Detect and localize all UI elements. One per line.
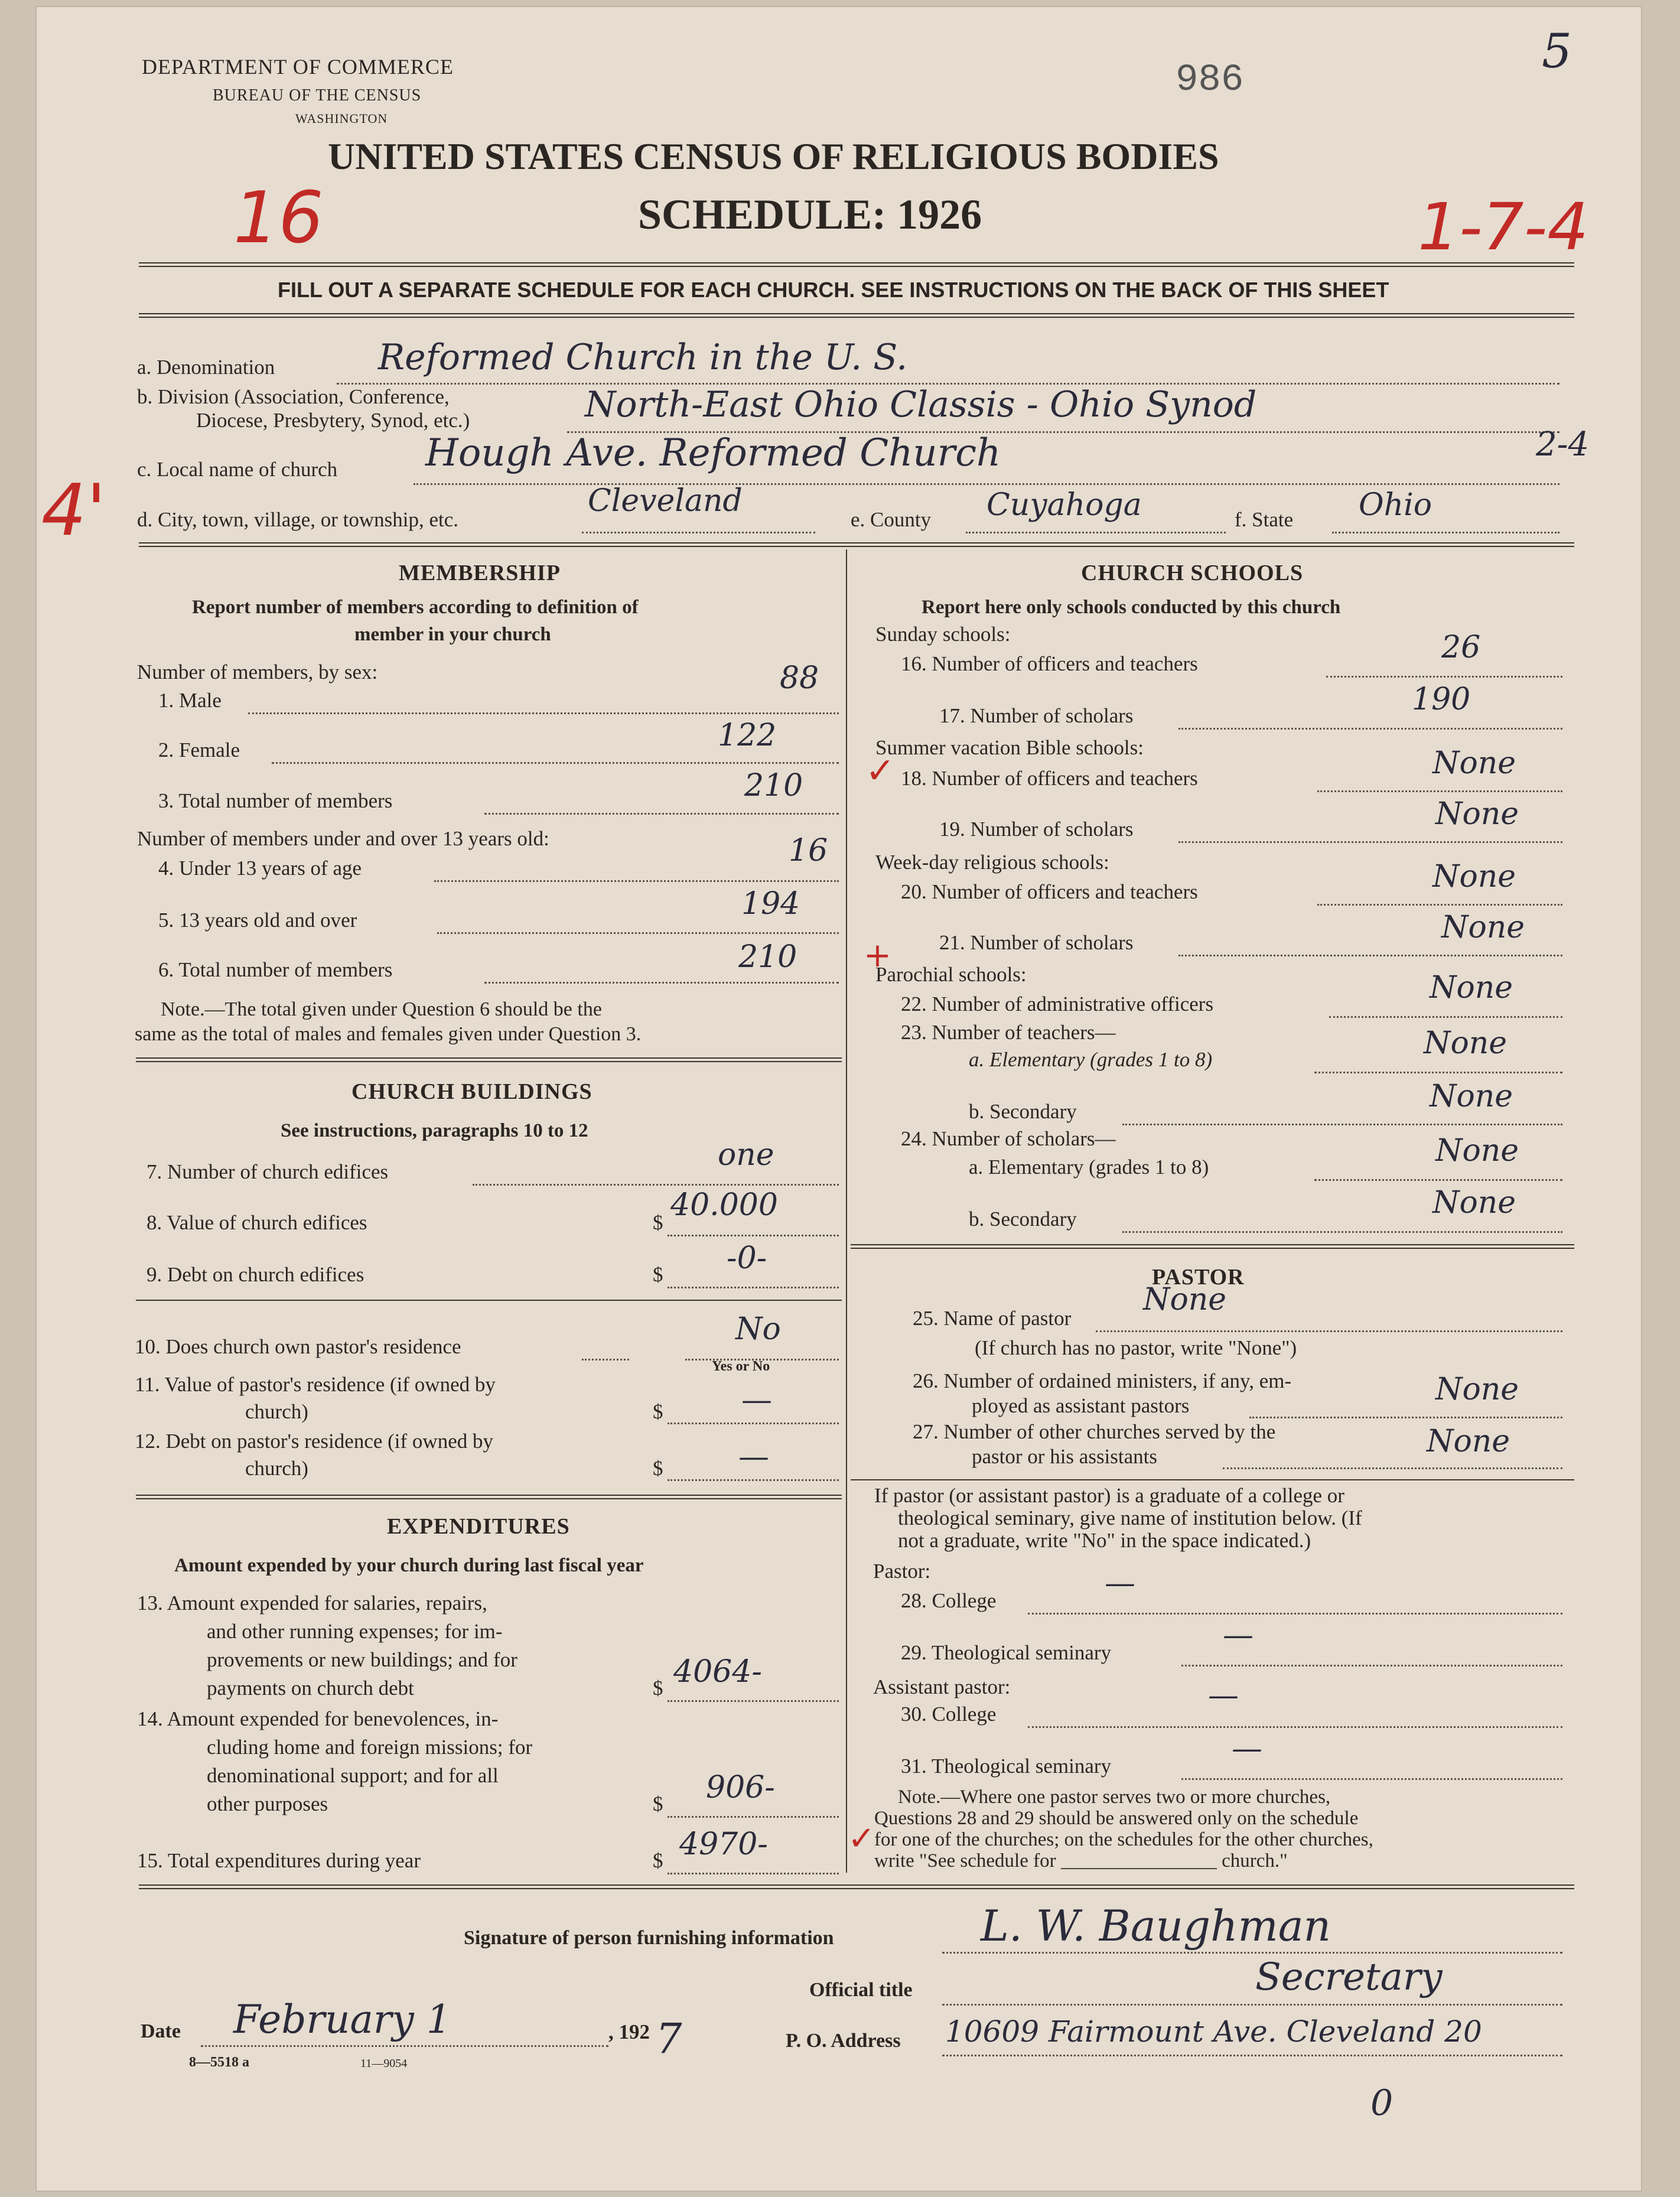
pastor-note-3: for one of the churches; on the schedules for the other churches,: [874, 1829, 1373, 1850]
q24a-label: a. Elementary (grades 1 to 8): [969, 1156, 1209, 1179]
year-prefix: , 192: [608, 2020, 650, 2043]
summer-label: Summer vacation Bible schools:: [875, 736, 1144, 759]
q21-line: [1178, 955, 1562, 956]
q25-hint: (If church has no pastor, write "None"): [975, 1336, 1297, 1359]
signature-line: [942, 1952, 1562, 1954]
q16-label: 16. Number of officers and teachers: [901, 652, 1198, 675]
county-value[interactable]: Cuyahoga: [986, 487, 1142, 523]
form-title: UNITED STATES CENSUS OF RELIGIOUS BODIES: [328, 135, 1219, 177]
assistant-sublabel: Assistant pastor:: [873, 1675, 1011, 1698]
q1-value[interactable]: 88: [780, 660, 819, 696]
right-red-mark: 1-7-4: [1418, 189, 1589, 265]
q23a-line: [1314, 1072, 1562, 1073]
buildings-bottom-rule: [136, 1495, 842, 1499]
q20-label: 20. Number of officers and teachers: [901, 880, 1198, 903]
q6-label: 6. Total number of members: [158, 958, 393, 981]
q29-label: 29. Theological seminary: [901, 1641, 1112, 1664]
q27-line: [1223, 1467, 1562, 1469]
q29-line: [1181, 1665, 1562, 1667]
stamp-number: 986: [1176, 59, 1244, 102]
q23b-label: b. Secondary: [969, 1100, 1077, 1123]
city-value[interactable]: Cleveland: [588, 483, 743, 519]
q14-line-3: denominational support; and for all: [207, 1764, 499, 1787]
q20-value[interactable]: None: [1432, 859, 1516, 894]
q18-check-mark: ✓: [865, 750, 896, 792]
county-label: e. County: [851, 508, 932, 531]
q3-label: 3. Total number of members: [158, 789, 393, 812]
pastor-sublabel: Pastor:: [873, 1560, 931, 1583]
q26-label-2: ployed as assistant pastors: [972, 1394, 1190, 1417]
left-red-mark: 16: [233, 177, 324, 259]
q1-label: 1. Male: [158, 689, 222, 712]
q12-dollar: $: [653, 1457, 663, 1480]
local-name-line: [414, 483, 1559, 485]
q27-value[interactable]: None: [1427, 1424, 1510, 1459]
po-address-value[interactable]: 10609 Fairmount Ave. Cleveland 20: [945, 2014, 1482, 2049]
q16-line: [1326, 676, 1562, 678]
denomination-value[interactable]: Reformed Church in the U. S.: [378, 337, 908, 378]
q4-label: 4. Under 13 years of age: [158, 857, 362, 880]
city-label: WASHINGTON: [295, 111, 388, 126]
q7-label: 7. Number of church edifices: [146, 1160, 389, 1183]
q5-label: 5. 13 years old and over: [158, 909, 357, 932]
q13-line-4: payments on church debt: [207, 1677, 414, 1700]
corner-mark: 5: [1542, 24, 1572, 79]
q14-line-2: cluding home and foreign missions; for: [207, 1736, 533, 1759]
q14-value[interactable]: 906-: [706, 1770, 775, 1805]
q13-dollar: $: [653, 1677, 663, 1700]
membership-note-2: same as the total of males and females given under Question 3.: [135, 1023, 642, 1045]
buildings-sub: See instructions, paragraphs 10 to 12: [281, 1120, 588, 1141]
city-line: [582, 532, 815, 533]
q11-label-2: church): [245, 1400, 308, 1423]
official-title-label: Official title: [809, 1979, 913, 2001]
q6-line: [484, 982, 839, 984]
q2-value[interactable]: 122: [718, 718, 777, 753]
q24b-label: b. Secondary: [969, 1207, 1077, 1231]
q27-label-1: 27. Number of other churches served by the: [913, 1420, 1276, 1443]
membership-sub-2: member in your church: [354, 624, 551, 645]
state-line: [1332, 532, 1559, 533]
q13-value[interactable]: 4064-: [673, 1654, 762, 1690]
division-value[interactable]: North-East Ohio Classis - Ohio Synod: [585, 384, 1257, 425]
q28-label: 28. College: [901, 1589, 997, 1612]
q30-value[interactable]: —: [1208, 1678, 1239, 1713]
q10-hint: Yes or No: [712, 1359, 770, 1374]
q23b-line: [1122, 1124, 1562, 1125]
q9-value[interactable]: -0-: [727, 1241, 767, 1276]
q17-line: [1178, 728, 1562, 730]
q30-line: [1028, 1726, 1562, 1728]
q15-label: 15. Total expenditures during year: [137, 1849, 421, 1872]
state-value[interactable]: Ohio: [1359, 487, 1432, 523]
q31-line: [1181, 1778, 1562, 1780]
q19-label: 19. Number of scholars: [939, 818, 1134, 841]
grad-line-3: not a graduate, write "No" in the space indicated.): [898, 1529, 1311, 1552]
q17-label: 17. Number of scholars: [939, 704, 1134, 727]
q5-line: [437, 932, 839, 934]
official-title-value[interactable]: Secretary: [1255, 1955, 1443, 1999]
q6-value[interactable]: 210: [738, 939, 797, 975]
q13-line-2: and other running expenses; for im-: [207, 1620, 503, 1643]
buildings-heading: CHURCH BUILDINGS: [351, 1079, 592, 1104]
q9-label: 9. Debt on church edifices: [146, 1263, 364, 1286]
q12-label-2: church): [245, 1457, 308, 1480]
q26-value[interactable]: None: [1435, 1372, 1519, 1407]
pastor-note-1: Note.—Where one pastor serves two or more churches,: [898, 1786, 1331, 1808]
q10-label: 10. Does church own pastor's residence: [135, 1335, 461, 1358]
q24b-value[interactable]: None: [1432, 1185, 1516, 1220]
q28-line: [1028, 1613, 1562, 1615]
q10-value[interactable]: No: [735, 1311, 781, 1347]
membership-bottom-rule: [136, 1057, 842, 1062]
signature-value[interactable]: L. W. Baughman: [981, 1901, 1331, 1951]
q1-line: [248, 712, 839, 714]
q13-line-3: provements or new buildings; and for: [207, 1648, 517, 1671]
q22-label: 22. Number of administrative officers: [901, 992, 1214, 1015]
q12-label-1: 12. Debt on pastor's residence (if owned by: [135, 1430, 493, 1453]
q11-line: [668, 1423, 839, 1424]
city-label-field: d. City, town, village, or township, etc.: [137, 508, 459, 531]
q28-value[interactable]: —: [1105, 1565, 1135, 1601]
q15-dollar: $: [653, 1849, 663, 1872]
q25-value[interactable]: None: [1143, 1282, 1227, 1317]
pastor-note-2: Questions 28 and 29 should be answered only on the schedule: [874, 1808, 1359, 1829]
membership-sub-1: Report number of members according to definition of: [192, 597, 639, 618]
q30-label: 30. College: [901, 1703, 997, 1726]
q21-cross-mark: +: [864, 936, 891, 975]
po-address-label: P. O. Address: [786, 2030, 901, 2052]
q24-label: 24. Number of scholars—: [901, 1127, 1116, 1150]
print-number: 11—9054: [360, 2057, 408, 2070]
q23b-value[interactable]: None: [1430, 1079, 1513, 1114]
division-label-2: Diocese, Presbytery, Synod, etc.): [196, 409, 470, 432]
q8-value[interactable]: 40.000: [670, 1187, 778, 1223]
county-line: [966, 532, 1226, 533]
q14-dollar: $: [653, 1792, 663, 1815]
q27-label-2: pastor or his assistants: [972, 1445, 1158, 1468]
q13-line-1: 13. Amount expended for salaries, repairs,: [137, 1591, 487, 1615]
date-line: [201, 2045, 608, 2047]
q22-value[interactable]: None: [1430, 970, 1513, 1005]
q4-line: [434, 880, 839, 882]
q25-label: 25. Name of pastor: [913, 1307, 1072, 1330]
q26-label-1: 26. Number of ordained ministers, if any, em-: [913, 1369, 1292, 1392]
footer-top-rule: [139, 1884, 1574, 1889]
q2-label: 2. Female: [158, 738, 240, 761]
note-check-mark: ✓: [848, 1820, 875, 1858]
q9-dollar: $: [653, 1263, 663, 1286]
q21-label: 21. Number of scholars: [939, 931, 1134, 954]
q19-line: [1178, 841, 1562, 843]
q24b-line: [1122, 1231, 1562, 1233]
pastor-note-4: write "See schedule for ________________ church.": [874, 1850, 1288, 1871]
q10-dots: [582, 1359, 629, 1360]
q18-label: 18. Number of officers and teachers: [901, 767, 1198, 790]
q16-value[interactable]: 26: [1441, 630, 1481, 665]
q26-line: [1249, 1417, 1562, 1418]
signature-label: Signature of person furnishing information: [464, 1927, 834, 1949]
grad-line-1: If pastor (or assistant pastor) is a graduate of a college or: [874, 1484, 1344, 1507]
weekday-label: Week-day religious schools:: [875, 851, 1109, 874]
year-digit[interactable]: 7: [656, 2014, 682, 2063]
q3-line: [484, 813, 839, 815]
q25-line: [1096, 1330, 1562, 1332]
q18-line: [1317, 790, 1562, 792]
q17-value[interactable]: 190: [1412, 682, 1471, 717]
q20-line: [1317, 904, 1562, 906]
q2-line: [272, 762, 839, 764]
denomination-label: a. Denomination: [137, 356, 275, 379]
grad-line-2: theological seminary, give name of institution below. (If: [898, 1506, 1362, 1529]
expenditures-sub: Amount expended by your church during last fiscal year: [174, 1555, 644, 1576]
margin-red-mark: 4': [41, 470, 106, 552]
department-label: DEPARTMENT OF COMMERCE: [142, 55, 454, 79]
official-title-line: [942, 2004, 1562, 2006]
q31-label: 31. Theological seminary: [901, 1755, 1112, 1778]
column-divider: [846, 549, 847, 1873]
local-name-label: c. Local name of church: [137, 458, 338, 481]
q18-value[interactable]: None: [1432, 746, 1516, 781]
membership-note-1: Note.—The total given under Question 6 should be the: [161, 998, 602, 1020]
q23-label: 23. Number of teachers—: [901, 1021, 1116, 1044]
bottom-mark: 0: [1370, 2082, 1394, 2124]
q14-amount-line: [668, 1816, 839, 1818]
pastor-heading: PASTOR: [1152, 1265, 1245, 1290]
date-value[interactable]: February 1: [233, 1997, 451, 2042]
membership-heading: MEMBERSHIP: [399, 561, 561, 585]
q31-value[interactable]: —: [1232, 1731, 1262, 1766]
instructions-banner: FILL OUT A SEPARATE SCHEDULE FOR EACH CHURCH. SEE INSTRUCTIONS ON THE BACK OF THIS SHEET: [278, 278, 1389, 302]
state-label: f. State: [1235, 508, 1294, 531]
by-sex-label: Number of members, by sex:: [137, 660, 378, 683]
division-label-1: b. Division (Association, Conference,: [137, 385, 450, 408]
q24a-value[interactable]: None: [1435, 1133, 1519, 1169]
general-bottom-rule: [139, 542, 1574, 547]
q23a-label: a. Elementary (grades 1 to 8): [969, 1048, 1213, 1071]
schools-heading: CHURCH SCHOOLS: [1081, 561, 1304, 585]
q8-label: 8. Value of church edifices: [146, 1211, 367, 1234]
local-name-value[interactable]: Hough Ave. Reformed Church: [425, 431, 1001, 475]
form-number: 8—5518 a: [189, 2055, 249, 2070]
q22-line: [1329, 1016, 1562, 1018]
q12-value[interactable]: —: [738, 1439, 769, 1475]
header-top-rule: [139, 262, 1574, 267]
expenditures-heading: EXPENDITURES: [387, 1514, 570, 1539]
q15-amount-line: [668, 1873, 839, 1874]
q23a-value[interactable]: None: [1424, 1026, 1508, 1061]
q29-value[interactable]: —: [1223, 1617, 1254, 1653]
schools-bottom-rule: [851, 1244, 1574, 1249]
header-bottom-rule: [139, 313, 1574, 318]
pastor-rule: [851, 1479, 1574, 1480]
q14-line-1: 14. Amount expended for benevolences, in-: [137, 1707, 499, 1730]
date-label: Date: [141, 2020, 181, 2042]
local-name-mark: 2-4: [1536, 425, 1590, 464]
sunday-label: Sunday schools:: [875, 623, 1011, 646]
q3-value[interactable]: 210: [744, 768, 803, 803]
schedule-title: SCHEDULE: 1926: [638, 191, 982, 238]
q5-value[interactable]: 194: [741, 886, 800, 922]
q14-line-4: other purposes: [207, 1792, 328, 1815]
parochial-label: Parochial schools:: [875, 963, 1027, 986]
q8-dollar: $: [653, 1211, 663, 1234]
bureau-label: BUREAU OF THE CENSUS: [213, 86, 422, 105]
schools-sub: Report here only schools conducted by this church: [922, 597, 1341, 618]
q19-value[interactable]: None: [1435, 796, 1519, 832]
q24a-line: [1314, 1179, 1562, 1181]
q8-line: [668, 1235, 839, 1236]
q21-value[interactable]: None: [1441, 910, 1525, 945]
q12-line: [668, 1479, 839, 1481]
q7-value[interactable]: one: [718, 1137, 774, 1173]
q15-value[interactable]: 4970-: [679, 1827, 768, 1862]
q9-rule: [136, 1300, 842, 1301]
q13-amount-line: [668, 1700, 839, 1702]
q4-value[interactable]: 16: [789, 833, 828, 868]
q11-label-1: 11. Value of pastor's residence (if owned by: [135, 1373, 496, 1396]
po-address-line: [942, 2055, 1562, 2056]
q11-value[interactable]: —: [741, 1382, 772, 1418]
q7-line: [473, 1184, 839, 1186]
age-label: Number of members under and over 13 years old:: [137, 827, 549, 850]
q9-line: [668, 1287, 839, 1288]
q11-dollar: $: [653, 1400, 663, 1423]
